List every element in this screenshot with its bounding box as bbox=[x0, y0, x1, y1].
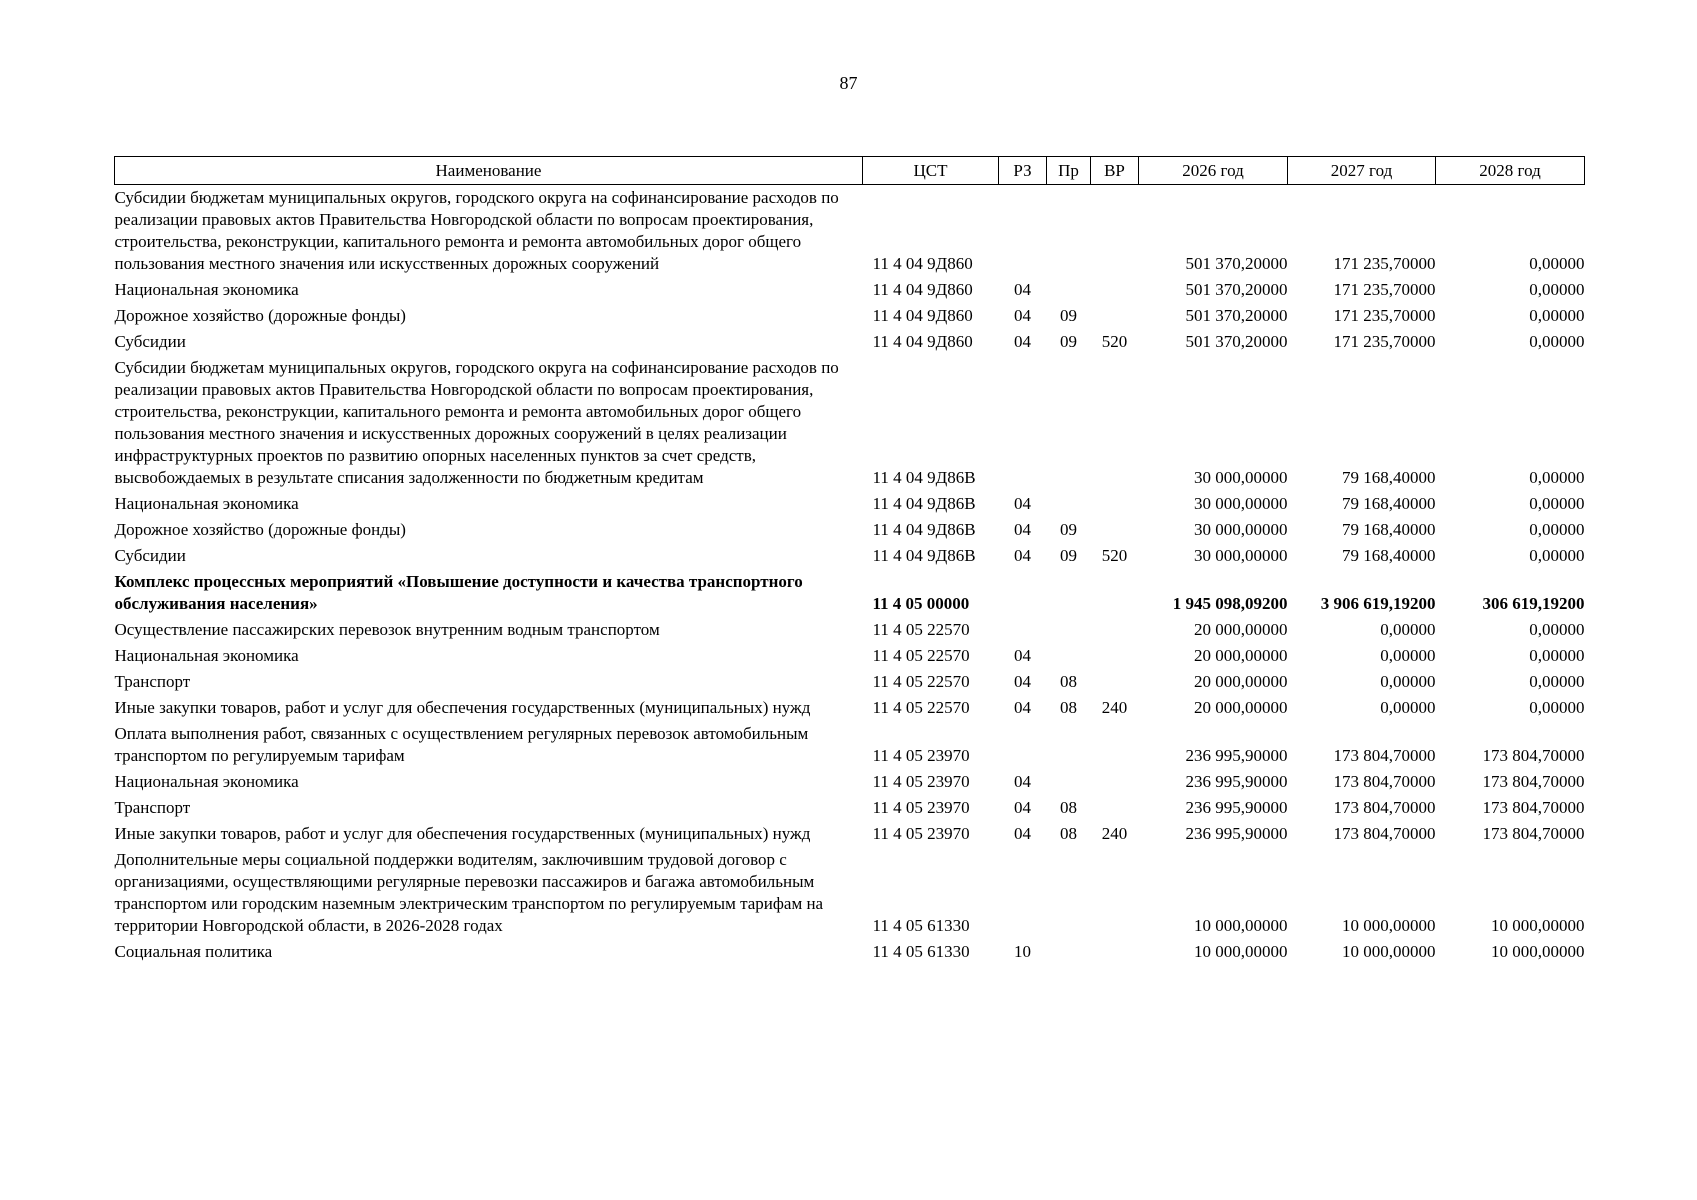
row-vr bbox=[1091, 617, 1139, 643]
row-cst: 11 4 05 61330 bbox=[872, 942, 970, 961]
table-row bbox=[115, 669, 1585, 695]
table-row bbox=[115, 491, 1585, 517]
row-pr: 08 bbox=[1060, 698, 1077, 717]
row-2026: 10 000,00000 bbox=[1194, 942, 1288, 961]
row-pr: 08 bbox=[1060, 672, 1077, 691]
table-row bbox=[115, 329, 1585, 355]
row-2027: 0,00000 bbox=[1380, 672, 1436, 691]
row-2028: 0,00000 bbox=[1529, 254, 1585, 273]
row-rz: 04 bbox=[1014, 698, 1031, 717]
row-rz bbox=[999, 185, 1047, 278]
row-name: Осуществление пассажирских перевозок внутренним водным транспортом bbox=[114, 620, 660, 639]
row-cst: 11 4 04 9Д86В bbox=[872, 494, 976, 513]
row-2027: 0,00000 bbox=[1380, 698, 1436, 717]
row-2027: 79 168,40000 bbox=[1342, 494, 1436, 513]
row-cst: 11 4 04 9Д860 bbox=[872, 254, 973, 273]
row-pr bbox=[1047, 355, 1091, 491]
row-vr bbox=[1091, 569, 1139, 617]
row-2026: 1 945 098,09200 bbox=[1172, 594, 1288, 613]
row-vr: 240 bbox=[1101, 698, 1128, 717]
row-2028: 10 000,00000 bbox=[1491, 916, 1585, 935]
row-cst: 11 4 05 22570 bbox=[872, 620, 970, 639]
row-2026: 30 000,00000 bbox=[1194, 494, 1288, 513]
row-2027: 10 000,00000 bbox=[1342, 942, 1436, 961]
row-name: Дополнительные меры социальной поддержки водителям, заключившим трудовой договор с организациями, осуществляющими регулярные перевозки пассажиров и багажа автомобильным транспортом или городским наземным электрическим транспортом по регулируемым тарифам на территории Новгородской области, в 2026-2028 годах bbox=[114, 850, 824, 935]
row-pr: 09 bbox=[1060, 520, 1077, 539]
row-name: Субсидии бюджетам муниципальных округов, городского округа на софинансирование расходов по реализации правовых актов Правительства Новгородской области по вопросам проектирования, строительства, реконструкции, капитального ремонта и ремонта автомобильных дорог общего пользования местного значения и искусственных дорожных сооружений в целях реализации инфраструктурных проектов по развитию опорных населенных пунктов за счет средств, высвобождаемых в результате списания задолженности по бюджетным кредитам bbox=[114, 358, 839, 487]
row-cst: 11 4 04 9Д86В bbox=[872, 468, 976, 487]
row-pr bbox=[1047, 721, 1091, 769]
row-2026: 20 000,00000 bbox=[1194, 646, 1288, 665]
header-2026: 2026 год bbox=[1139, 157, 1288, 185]
header-name: Наименование bbox=[115, 157, 863, 185]
row-pr bbox=[1047, 185, 1091, 278]
row-rz: 04 bbox=[1014, 646, 1031, 665]
row-name: Иные закупки товаров, работ и услуг для обеспечения государственных (муниципальных) нужд bbox=[114, 824, 811, 843]
table-row bbox=[115, 355, 1585, 491]
row-rz: 04 bbox=[1014, 798, 1031, 817]
row-2028: 173 804,70000 bbox=[1482, 746, 1585, 765]
row-2027: 173 804,70000 bbox=[1333, 772, 1436, 791]
row-2027: 171 235,70000 bbox=[1333, 254, 1436, 273]
row-2026: 10 000,00000 bbox=[1194, 916, 1288, 935]
row-cst: 11 4 04 9Д860 bbox=[872, 306, 973, 325]
row-name: Социальная политика bbox=[114, 942, 273, 961]
row-2028: 0,00000 bbox=[1529, 332, 1585, 351]
row-name: Национальная экономика bbox=[114, 772, 299, 791]
row-2026: 236 995,90000 bbox=[1185, 798, 1288, 817]
row-rz: 04 bbox=[1014, 520, 1031, 539]
row-2026: 30 000,00000 bbox=[1194, 546, 1288, 565]
row-rz bbox=[999, 847, 1047, 939]
row-pr bbox=[1047, 277, 1091, 303]
table-row bbox=[115, 939, 1585, 965]
row-vr bbox=[1091, 303, 1139, 329]
row-2027: 171 235,70000 bbox=[1333, 332, 1436, 351]
row-name: Комплекс процессных мероприятий «Повышение доступности и качества транспортного обслуживания населения» bbox=[114, 572, 803, 613]
row-name: Национальная экономика bbox=[114, 494, 299, 513]
row-2027: 171 235,70000 bbox=[1333, 280, 1436, 299]
row-cst: 11 4 04 9Д86В bbox=[872, 520, 976, 539]
row-rz: 04 bbox=[1014, 332, 1031, 351]
row-2028: 10 000,00000 bbox=[1491, 942, 1585, 961]
table-row bbox=[115, 303, 1585, 329]
row-2026: 501 370,20000 bbox=[1185, 332, 1288, 351]
header-2027: 2027 год bbox=[1288, 157, 1436, 185]
row-2026: 501 370,20000 bbox=[1185, 254, 1288, 273]
row-name: Транспорт bbox=[114, 798, 191, 817]
row-2027: 79 168,40000 bbox=[1342, 520, 1436, 539]
row-2028: 173 804,70000 bbox=[1482, 798, 1585, 817]
row-pr bbox=[1047, 569, 1091, 617]
row-pr bbox=[1047, 769, 1091, 795]
row-cst: 11 4 05 23970 bbox=[872, 772, 970, 791]
row-2028: 0,00000 bbox=[1529, 520, 1585, 539]
row-2026: 501 370,20000 bbox=[1185, 306, 1288, 325]
row-pr bbox=[1047, 491, 1091, 517]
row-name: Субсидии бюджетам муниципальных округов, городского округа на софинансирование расходов по реализации правовых актов Правительства Новгородской области по вопросам проектирования, строительства, реконструкции, капитального ремонта и ремонта автомобильных дорог общего пользования местного значения или искусственных дорожных сооружений bbox=[114, 188, 839, 273]
row-rz: 04 bbox=[1014, 546, 1031, 565]
row-2027: 3 906 619,19200 bbox=[1320, 594, 1436, 613]
row-vr bbox=[1091, 795, 1139, 821]
row-cst: 11 4 05 23970 bbox=[872, 798, 970, 817]
row-pr bbox=[1047, 643, 1091, 669]
row-2028: 0,00000 bbox=[1529, 306, 1585, 325]
row-pr: 09 bbox=[1060, 306, 1077, 325]
row-vr bbox=[1091, 355, 1139, 491]
row-vr bbox=[1091, 939, 1139, 965]
row-2028: 0,00000 bbox=[1529, 698, 1585, 717]
row-rz: 04 bbox=[1014, 824, 1031, 843]
row-name: Дорожное хозяйство (дорожные фонды) bbox=[114, 520, 406, 539]
table-row bbox=[115, 769, 1585, 795]
row-2028: 0,00000 bbox=[1529, 280, 1585, 299]
row-rz bbox=[999, 355, 1047, 491]
row-2028: 173 804,70000 bbox=[1482, 772, 1585, 791]
header-cst: ЦСТ bbox=[863, 157, 999, 185]
row-cst: 11 4 05 22570 bbox=[872, 672, 970, 691]
row-2026: 236 995,90000 bbox=[1185, 772, 1288, 791]
row-cst: 11 4 05 61330 bbox=[872, 916, 970, 935]
row-2028: 0,00000 bbox=[1529, 494, 1585, 513]
row-2028: 173 804,70000 bbox=[1482, 824, 1585, 843]
row-name: Национальная экономика bbox=[114, 646, 299, 665]
row-name: Транспорт bbox=[114, 672, 191, 691]
row-cst: 11 4 05 22570 bbox=[872, 646, 970, 665]
row-name: Иные закупки товаров, работ и услуг для обеспечения государственных (муниципальных) нужд bbox=[114, 698, 811, 717]
row-2026: 236 995,90000 bbox=[1185, 746, 1288, 765]
row-cst: 11 4 04 9Д860 bbox=[872, 332, 973, 351]
row-2027: 173 804,70000 bbox=[1333, 824, 1436, 843]
row-vr bbox=[1091, 847, 1139, 939]
header-2028: 2028 год bbox=[1436, 157, 1585, 185]
row-2028: 0,00000 bbox=[1529, 546, 1585, 565]
row-2026: 20 000,00000 bbox=[1194, 620, 1288, 639]
table-row bbox=[115, 643, 1585, 669]
row-vr bbox=[1091, 185, 1139, 278]
row-name: Субсидии bbox=[114, 332, 186, 351]
row-rz: 04 bbox=[1014, 494, 1031, 513]
header-rz: РЗ bbox=[999, 157, 1047, 185]
row-2027: 173 804,70000 bbox=[1333, 746, 1436, 765]
row-2028: 0,00000 bbox=[1529, 620, 1585, 639]
row-name: Оплата выполнения работ, связанных с осуществлением регулярных перевозок автомобильным транспортом по регулируемым тарифам bbox=[114, 724, 809, 765]
row-pr bbox=[1047, 847, 1091, 939]
table-row bbox=[115, 721, 1585, 769]
row-2026: 501 370,20000 bbox=[1185, 280, 1288, 299]
row-cst: 11 4 05 23970 bbox=[872, 824, 970, 843]
row-rz bbox=[999, 721, 1047, 769]
table-row bbox=[115, 277, 1585, 303]
row-2027: 79 168,40000 bbox=[1342, 468, 1436, 487]
row-pr: 09 bbox=[1060, 546, 1077, 565]
table-row bbox=[115, 517, 1585, 543]
row-vr bbox=[1091, 669, 1139, 695]
row-vr bbox=[1091, 491, 1139, 517]
row-vr bbox=[1091, 277, 1139, 303]
row-pr bbox=[1047, 617, 1091, 643]
row-name: Дорожное хозяйство (дорожные фонды) bbox=[114, 306, 406, 325]
row-vr bbox=[1091, 517, 1139, 543]
row-vr bbox=[1091, 769, 1139, 795]
row-vr bbox=[1091, 643, 1139, 669]
row-2028: 0,00000 bbox=[1529, 468, 1585, 487]
row-vr: 520 bbox=[1101, 546, 1128, 565]
row-name: Субсидии bbox=[114, 546, 186, 565]
table-row bbox=[115, 795, 1585, 821]
row-pr: 08 bbox=[1060, 798, 1077, 817]
row-vr: 240 bbox=[1101, 824, 1128, 843]
table-row bbox=[115, 185, 1585, 278]
header-pr: Пр bbox=[1047, 157, 1091, 185]
row-rz: 04 bbox=[1014, 306, 1031, 325]
row-pr: 09 bbox=[1060, 332, 1077, 351]
row-cst: 11 4 04 9Д86В bbox=[872, 546, 976, 565]
budget-table bbox=[114, 156, 1585, 965]
row-2026: 20 000,00000 bbox=[1194, 672, 1288, 691]
row-2028: 0,00000 bbox=[1529, 672, 1585, 691]
row-rz: 04 bbox=[1014, 672, 1031, 691]
row-cst: 11 4 04 9Д860 bbox=[872, 280, 973, 299]
table-row bbox=[115, 695, 1585, 721]
row-pr: 08 bbox=[1060, 824, 1077, 843]
row-rz: 04 bbox=[1014, 772, 1031, 791]
row-2027: 10 000,00000 bbox=[1342, 916, 1436, 935]
row-2028: 0,00000 bbox=[1529, 646, 1585, 665]
row-2028: 306 619,19200 bbox=[1482, 594, 1585, 613]
table-row bbox=[115, 821, 1585, 847]
row-vr: 520 bbox=[1101, 332, 1128, 351]
row-name: Национальная экономика bbox=[114, 280, 299, 299]
table-row bbox=[115, 543, 1585, 569]
table-row-section bbox=[115, 569, 1585, 617]
row-vr bbox=[1091, 721, 1139, 769]
row-2027: 171 235,70000 bbox=[1333, 306, 1436, 325]
row-rz bbox=[999, 569, 1047, 617]
row-2026: 30 000,00000 bbox=[1194, 520, 1288, 539]
row-rz: 04 bbox=[1014, 280, 1031, 299]
row-2027: 79 168,40000 bbox=[1342, 546, 1436, 565]
table-row bbox=[115, 617, 1585, 643]
row-cst: 11 4 05 00000 bbox=[872, 594, 970, 613]
row-2027: 0,00000 bbox=[1380, 646, 1436, 665]
row-2026: 20 000,00000 bbox=[1194, 698, 1288, 717]
page-number: 87 bbox=[839, 73, 858, 93]
row-2026: 236 995,90000 bbox=[1185, 824, 1288, 843]
row-pr bbox=[1047, 939, 1091, 965]
row-rz bbox=[999, 617, 1047, 643]
row-2026: 30 000,00000 bbox=[1194, 468, 1288, 487]
row-rz: 10 bbox=[1014, 942, 1031, 961]
row-cst: 11 4 05 22570 bbox=[872, 698, 970, 717]
row-2027: 173 804,70000 bbox=[1333, 798, 1436, 817]
header-vr: ВР bbox=[1091, 157, 1139, 185]
table-row bbox=[115, 847, 1585, 939]
row-2027: 0,00000 bbox=[1380, 620, 1436, 639]
row-cst: 11 4 05 23970 bbox=[872, 746, 970, 765]
table-header-row bbox=[115, 157, 1585, 185]
